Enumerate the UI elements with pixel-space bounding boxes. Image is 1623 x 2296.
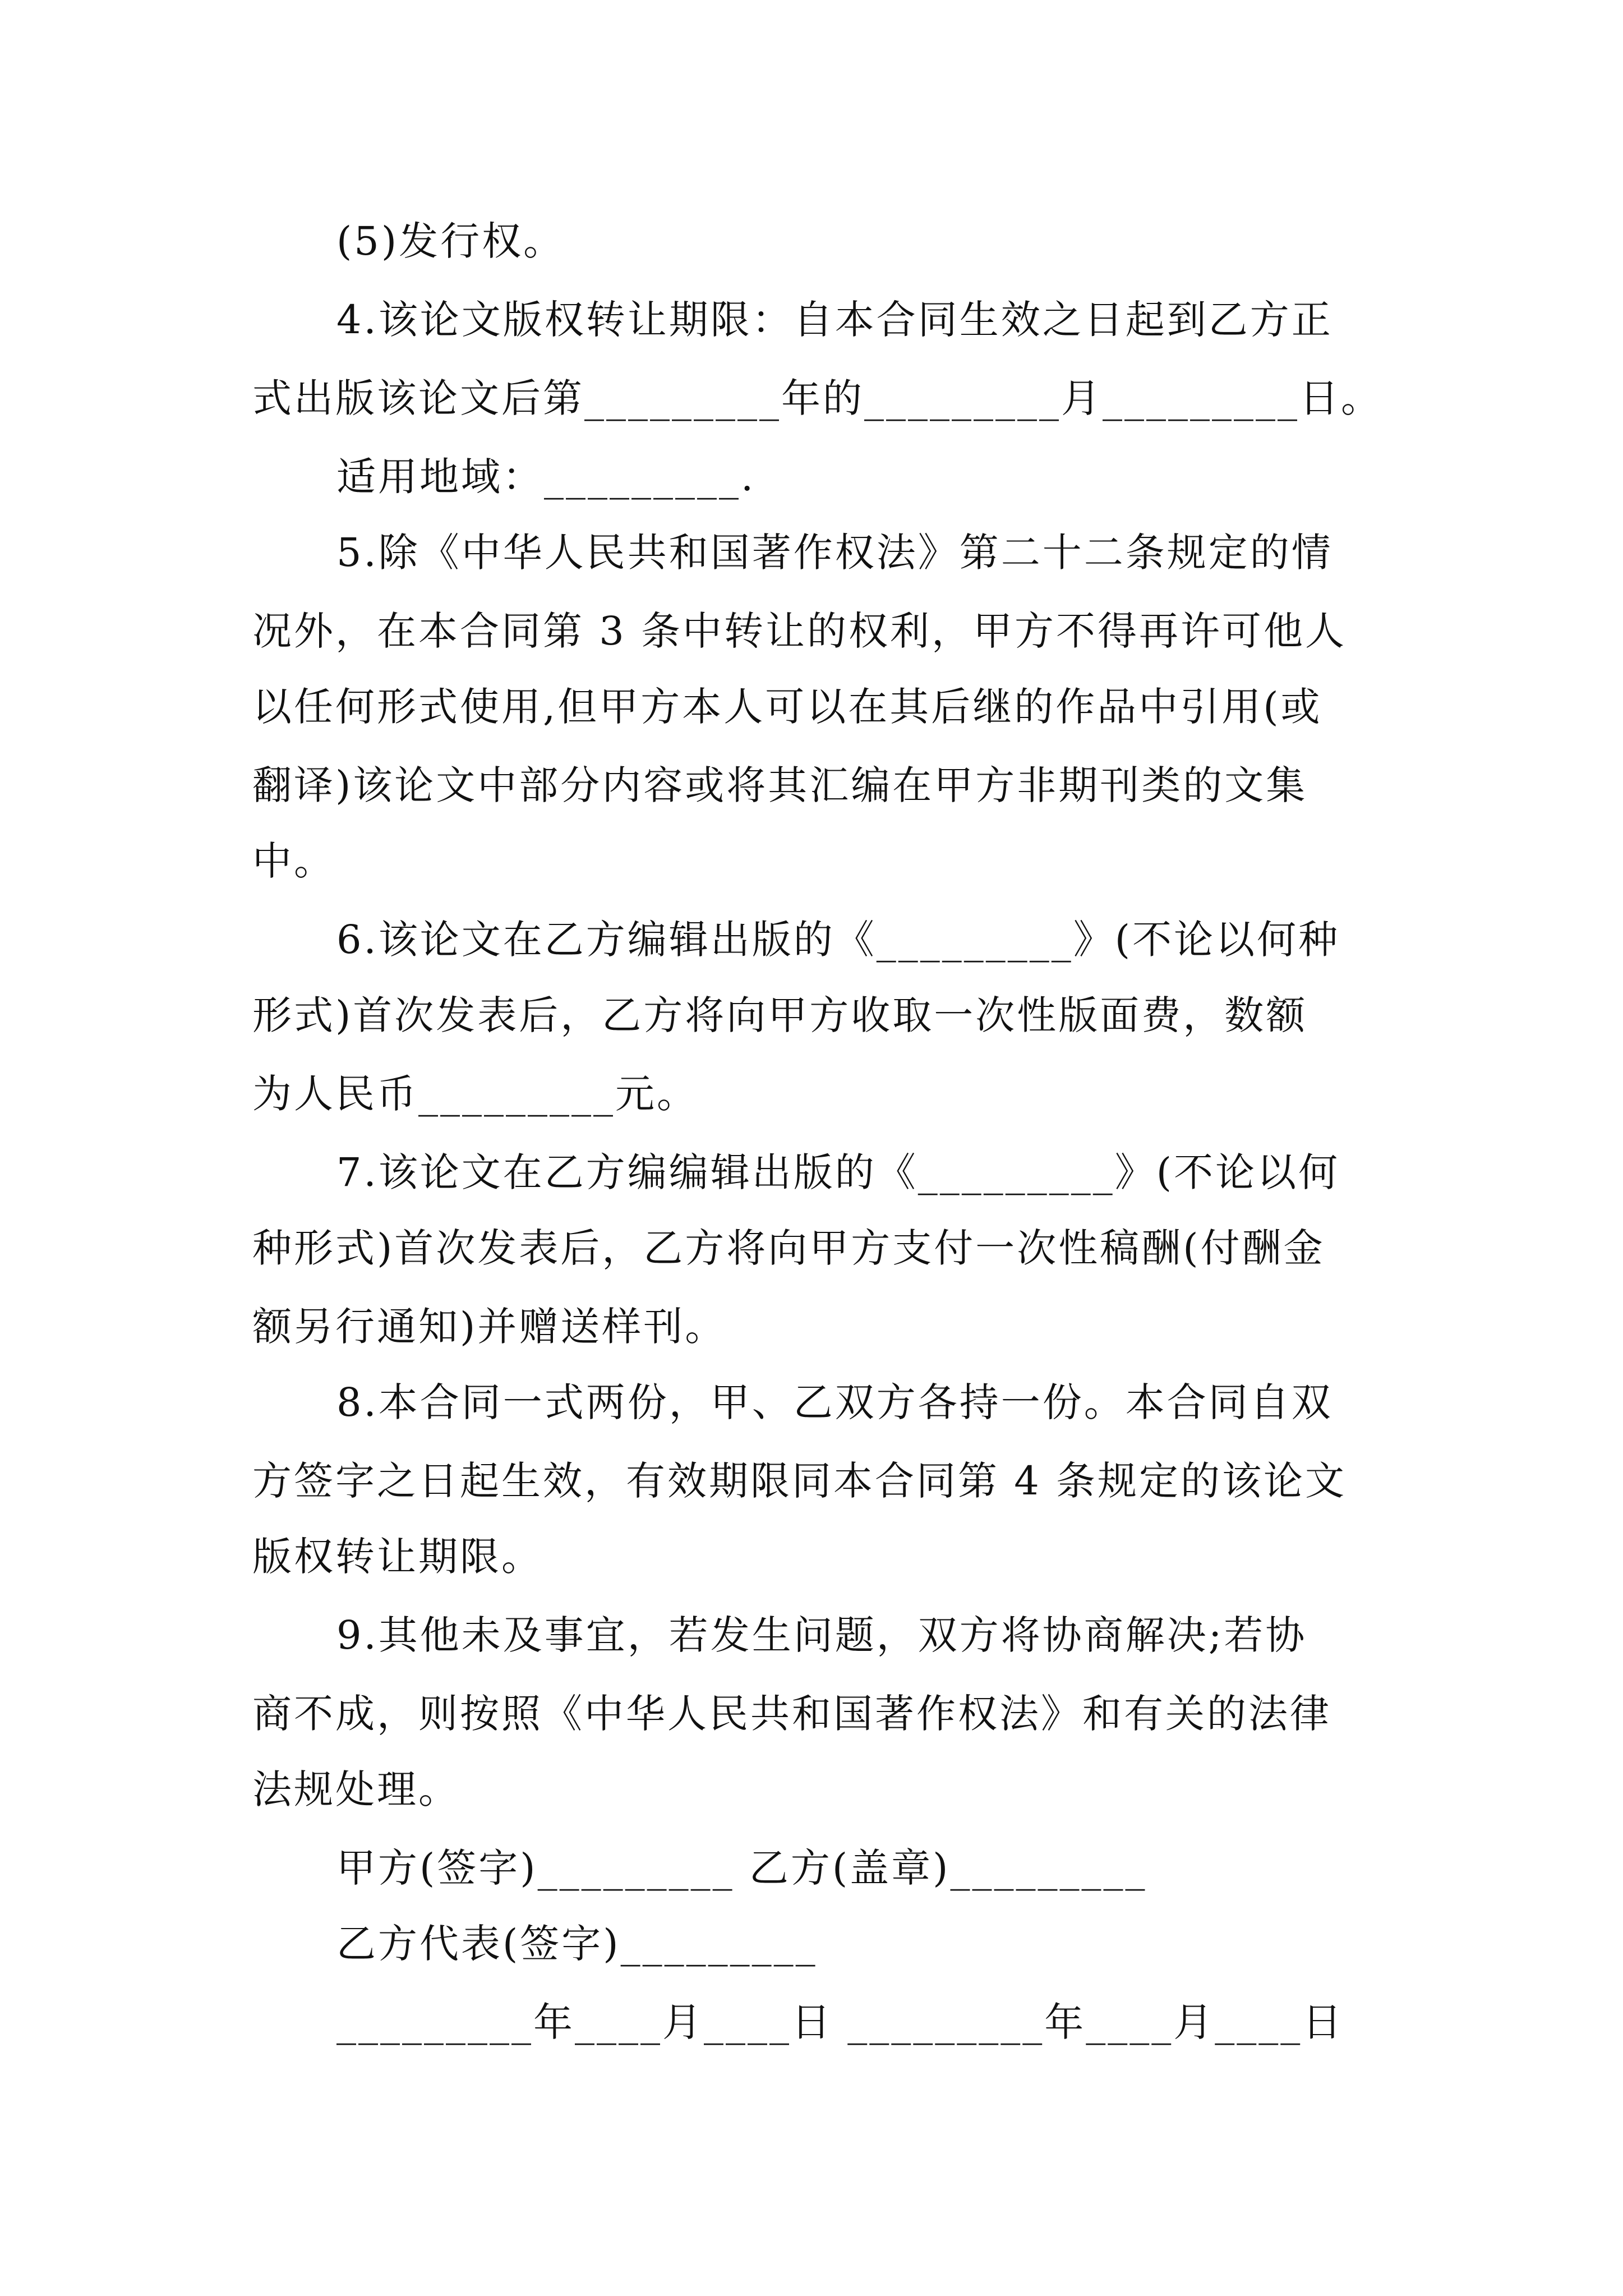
clause-4-line-2: 式出版该论文后第_________年的_________月_________日。 [252, 375, 1382, 421]
clause-8-line-3: 版权转让期限。 [252, 1534, 543, 1580]
clause-7-line-1: 7.该论文在乙方编编辑出版的《_________》(不论以何 [336, 1149, 1340, 1195]
clause-5-line-4: 翻译)该论文中部分内容或将其汇编在甲方非期刊类的文集 [252, 762, 1308, 808]
signature-party-a-b: 甲方(签字)_________ 乙方(盖章)_________ [336, 1845, 1147, 1891]
clause-5-line-3: 以任何形式使用,但甲方本人可以在其后继的作品中引用(或 [252, 684, 1322, 730]
clause-5-line-2: 况外，在本合同第 3 条中转让的权利，甲方不得再许可他人 [252, 608, 1347, 654]
clause-7-line-2: 种形式)首次发表后，乙方将向甲方支付一次性稿酬(付酬金 [252, 1225, 1325, 1271]
signature-party-b-representative: 乙方代表(签字)_________ [336, 1921, 818, 1967]
clause-9-line-3: 法规处理。 [252, 1766, 460, 1812]
clause-8-line-1: 8.本合同一式两份，甲、乙双方各持一份。本合同自双 [336, 1379, 1333, 1425]
clause-9-line-2: 商不成，则按照《中华人民共和国著作权法》和有关的法律 [252, 1691, 1331, 1737]
clause-6-line-2: 形式)首次发表后，乙方将向甲方收取一次性版面费，数额 [252, 992, 1308, 1038]
clause-6-line-1: 6.该论文在乙方编辑出版的《_________》(不论以何种 [336, 917, 1340, 963]
clause-3-item-5: (5)发行权。 [336, 218, 565, 264]
clause-4-line-1: 4.该论文版权转让期限：自本合同生效之日起到乙方正 [336, 297, 1333, 343]
signature-dates: _________年____月____日 _________年____月____日 [336, 1999, 1344, 2045]
applicable-region: 适用地域：_________. [336, 454, 756, 500]
clause-5-line-5: 中。 [252, 838, 335, 884]
clause-7-line-3: 额另行通知)并赠送样刊。 [252, 1304, 727, 1350]
clause-6-line-3: 为人民币_________元。 [252, 1071, 698, 1117]
clause-5-line-1: 5.除《中华人民共和国著作权法》第二十二条规定的情 [336, 530, 1333, 576]
clause-8-line-2: 方签字之日起生效，有效期限同本合同第 4 条规定的该论文 [252, 1458, 1347, 1504]
clause-9-line-1: 9.其他未及事宜，若发生问题，双方将协商解决;若协 [336, 1612, 1307, 1658]
